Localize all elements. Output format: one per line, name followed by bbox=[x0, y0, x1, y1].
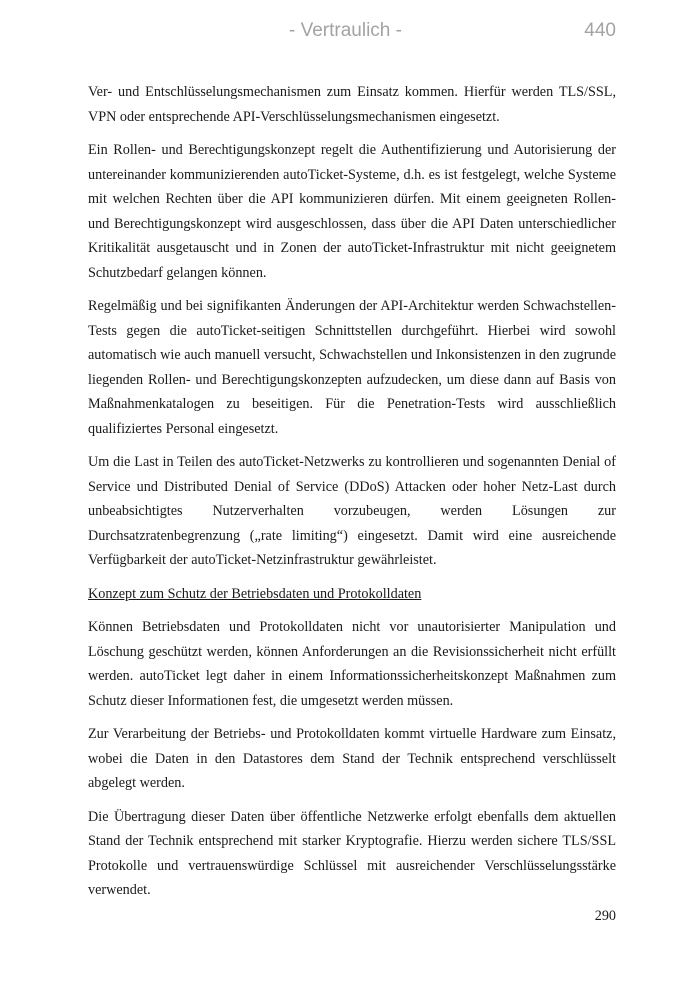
header-page-number: 440 bbox=[584, 20, 616, 41]
body-paragraph: Können Betriebsdaten und Protokolldaten nicht vor unautorisierter Manipulation und Löschung geschützt werden, können Anforderungen an die Revisionssicherheit nicht erfüllt werden. autoTicket legt daher in einem Informationssicherheitskonzept Maßnahmen zum Schutz dieser Informationen fest, die umgesetzt werden müssen. bbox=[88, 619, 616, 709]
body-paragraph: Zur Verarbeitung der Betriebs- und Protokolldaten kommt virtuelle Hardware zum Einsatz, wobei die Daten in den Datastores dem Stand der Technik entsprechend verschlüsselt abgelegt werden. bbox=[88, 726, 616, 791]
page-body bbox=[88, 80, 616, 912]
section-heading: Konzept zum Schutz der Betriebsdaten und Protokolldaten bbox=[88, 585, 422, 602]
body-paragraph: Um die Last in Teilen des autoTicket-Netzwerks zu kontrollieren und sogenannten Denial of Service und Distributed Denial of Service (DDoS) Attacken oder hoher Netz-Last durch unbeabsichtigtes Nutzerverhalten vorzubeugen, werden Lösungen zur Durchsatzratenbegrenzung („rate limiting“) eingesetzt. Damit wird eine ausreichende Verfügbarkeit der autoTicket-Netzinfrastruktur gewährleistet. bbox=[88, 454, 616, 568]
body-paragraph: Ein Rollen- und Berechtigungskonzept regelt die Authentifizierung und Autorisierung der untereinander kommunizierenden autoTicket-Systeme, d.h. es ist festgelegt, welche Systeme mit welchen Rechten über die API kommunizieren dürfen. Mit einem geeigneten Rollen- und Berechtigungskonzept wird ausgeschlossen, dass über die API Daten unterschiedlicher Kritikalität ausgetauscht und in Zonen der autoTicket-Infrastruktur mit nicht geeignetem Schutzbedarf gelangen können. bbox=[88, 142, 616, 281]
body-paragraph: Ver- und Entschlüsselungsmechanismen zum Einsatz kommen. Hierfür werden TLS/SSL, VPN oder entsprechende API-Verschlüsselungsmechanismen eingesetzt. bbox=[88, 84, 616, 125]
body-paragraph: Die Übertragung dieser Daten über öffentliche Netzwerke erfolgt ebenfalls dem aktuellen Stand der Technik entsprechend mit starker Kryptografie. Hierzu werden sichere TLS/SSL Protokolle und vertrauenswürdige Schlüssel mit ausreichender Verschlüsselungsstärke verwendet. bbox=[88, 808, 616, 898]
confidential-header: - Vertraulich - bbox=[289, 20, 402, 41]
footer-page-number: 290 bbox=[594, 908, 616, 924]
body-paragraph: Regelmäßig und bei signifikanten Änderungen der API-Architektur werden Schwachstellen-Tests gegen die autoTicket-seitigen Schnittstellen durchgeführt. Hierbei wird sowohl automatisch wie auch manuell versucht, Schwachstellen und Inkonsistenzen in den zugrunde liegenden Rollen- und Berechtigungskonzepten aufzudecken, um diese dann auf Basis von Maßnahmenkatalogen zu beseitigen. Für die Penetration-Tests wird ausschließlich qualifiziertes Personal eingesetzt. bbox=[88, 298, 616, 437]
